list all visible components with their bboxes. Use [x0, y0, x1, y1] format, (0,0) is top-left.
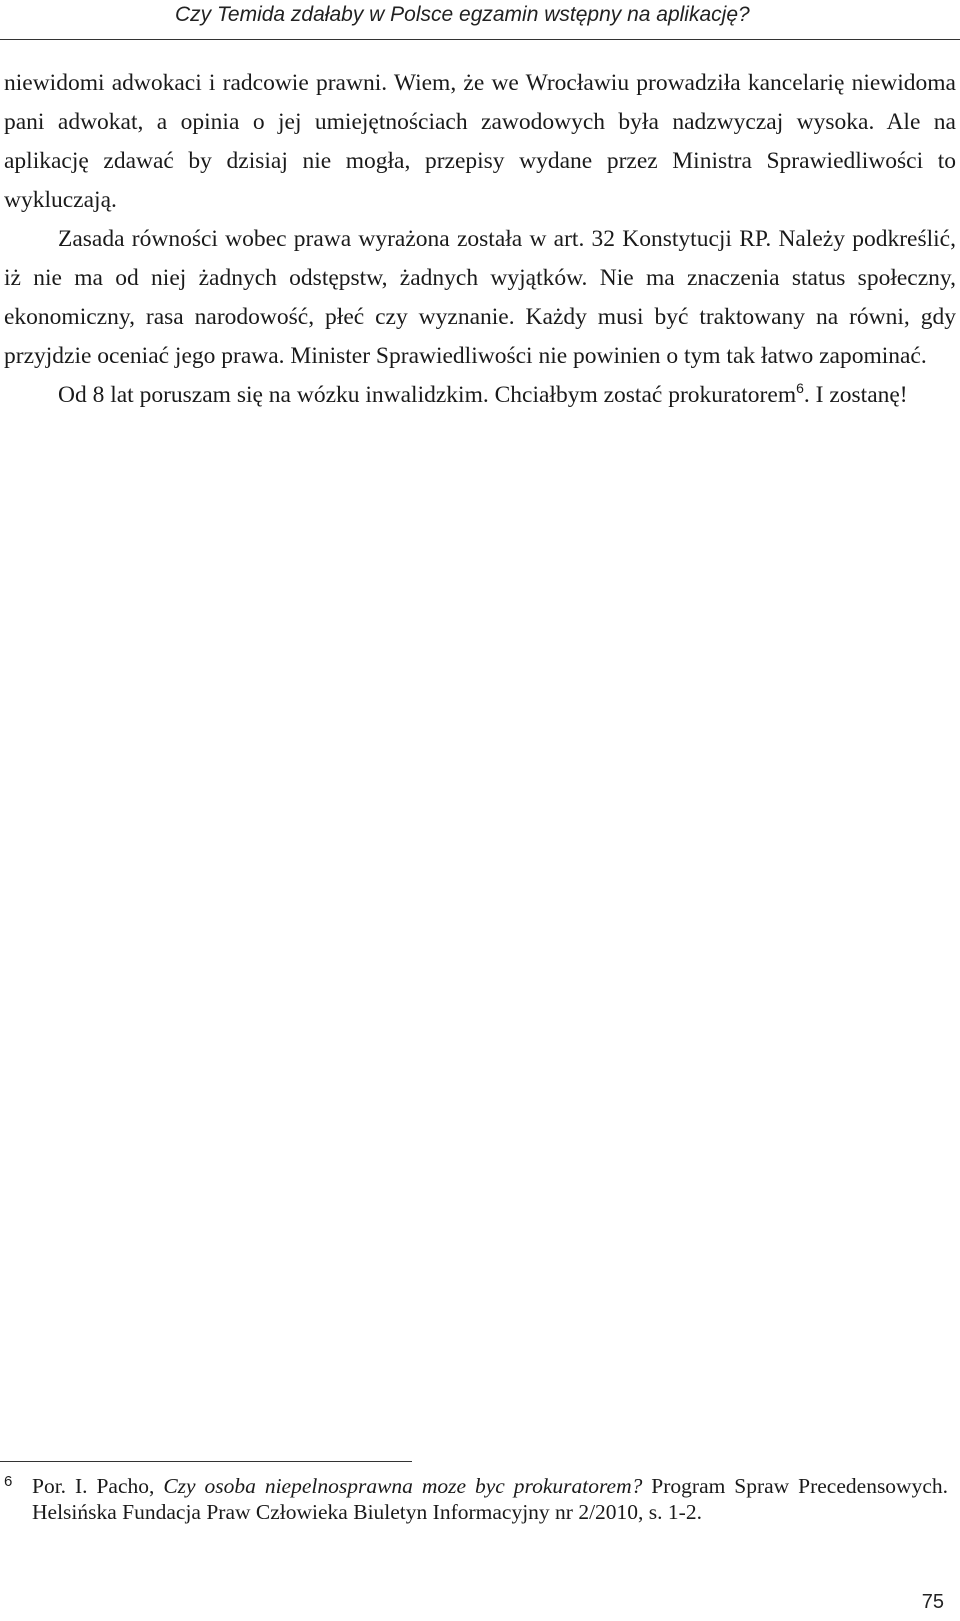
paragraph-3: [4, 376, 956, 415]
paragraph-3-text: Od 8 lat poruszam się na wózku inwalidzkim. Chciałbym zostać prokuratorem: [58, 382, 797, 408]
footnote-lead: Por. I. Pacho,: [32, 1474, 164, 1498]
footnote-number: 6: [4, 1473, 13, 1490]
footnote-title: Czy osoba niepelnosprawna moze byc prokuratorem?: [163, 1474, 643, 1498]
footnote-rest: Program Spraw Precedensowych. Helsińska Fundacja Praw Człowieka Biuletyn Informacyjny nr 2/2010, s. 1-2.: [32, 1474, 948, 1524]
footnote: [4, 1473, 948, 1525]
footnote-body: [32, 1473, 948, 1525]
paragraph-3-tail: . I zostanę!: [803, 382, 908, 408]
footnote-reference[interactable]: 6: [796, 380, 804, 396]
body-text: [4, 64, 956, 415]
footnote-separator: [0, 1461, 412, 1462]
paragraph-2: Zasada równości wobec prawa wyrażona została w art. 32 Konstytucji RP. Należy podkreślić, iż nie ma od niej żadnych odstępstw, żadnych wyjątków. Nie ma znaczenia status społeczny, ekonomiczny, rasa narodowość, płeć czy wyznanie. Każdy musi być traktowany na równi, gdy przyjdzie oceniać jego prawa. Minister Sprawiedliwości nie powinien o tym tak łatwo zapominać.: [4, 226, 956, 369]
page-number: 75: [921, 1591, 944, 1613]
paragraph-1: niewidomi adwokaci i radcowie prawni. Wiem, że we Wrocławiu prowadziła kancelarię niewidoma pani adwokat, a opinia o jej umiejętnościach zawodowych była nadzwyczaj wysoka. Ale na aplikację zdawać by dzisiaj nie mogła, przepisy wydane przez Ministra Sprawiedliwości to wykluczają.: [4, 70, 956, 213]
running-title: Czy Temida zdałaby w Polsce egzamin wstępny na aplikację?: [175, 3, 750, 26]
running-header: [0, 0, 960, 40]
